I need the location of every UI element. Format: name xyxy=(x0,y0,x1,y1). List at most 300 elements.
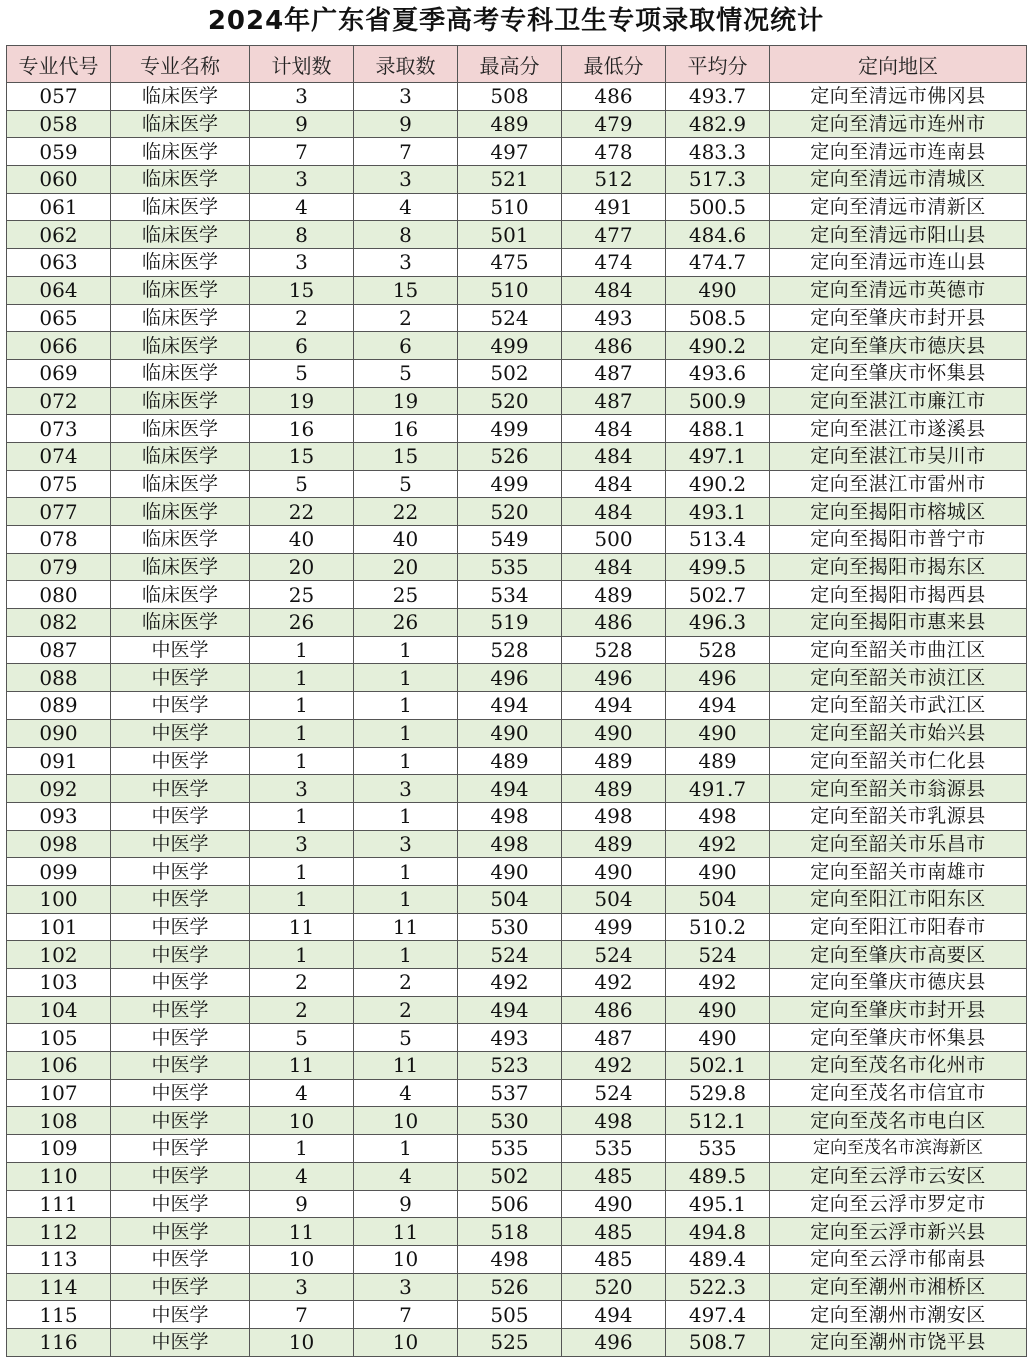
cell-major-code: 059 xyxy=(7,138,111,166)
table-row xyxy=(7,249,1027,277)
cell-plan-count: 7 xyxy=(250,1301,354,1329)
cell-avg-score: 492 xyxy=(666,969,770,997)
header-avg-score: 平均分 xyxy=(666,46,770,83)
cell-plan-count: 9 xyxy=(250,1190,354,1218)
cell-plan-count: 10 xyxy=(250,1328,354,1356)
cell-max-score: 499 xyxy=(458,415,562,443)
cell-plan-count: 6 xyxy=(250,332,354,360)
header-max-score: 最高分 xyxy=(458,46,562,83)
cell-region: 定向至清远市清城区 xyxy=(770,166,1027,194)
cell-major-name: 中医学 xyxy=(111,1162,250,1190)
cell-max-score: 489 xyxy=(458,110,562,138)
cell-plan-count: 1 xyxy=(250,664,354,692)
cell-major-code: 075 xyxy=(7,470,111,498)
cell-max-score: 502 xyxy=(458,359,562,387)
cell-min-score: 478 xyxy=(562,138,666,166)
table-row xyxy=(7,719,1027,747)
table-row xyxy=(7,498,1027,526)
cell-max-score: 489 xyxy=(458,747,562,775)
table-row xyxy=(7,1107,1027,1135)
cell-admitted-count: 10 xyxy=(354,1328,458,1356)
cell-plan-count: 3 xyxy=(250,775,354,803)
cell-avg-score: 483.3 xyxy=(666,138,770,166)
cell-plan-count: 2 xyxy=(250,304,354,332)
cell-major-code: 092 xyxy=(7,775,111,803)
cell-region: 定向至云浮市郁南县 xyxy=(770,1245,1027,1273)
cell-max-score: 499 xyxy=(458,332,562,360)
cell-avg-score: 535 xyxy=(666,1135,770,1163)
cell-avg-score: 482.9 xyxy=(666,110,770,138)
cell-plan-count: 1 xyxy=(250,719,354,747)
table-row xyxy=(7,830,1027,858)
table-row xyxy=(7,885,1027,913)
cell-plan-count: 10 xyxy=(250,1245,354,1273)
cell-plan-count: 16 xyxy=(250,415,354,443)
cell-admitted-count: 1 xyxy=(354,885,458,913)
cell-plan-count: 5 xyxy=(250,1024,354,1052)
cell-plan-count: 2 xyxy=(250,996,354,1024)
cell-avg-score: 490.2 xyxy=(666,332,770,360)
cell-max-score: 475 xyxy=(458,249,562,277)
cell-avg-score: 502.1 xyxy=(666,1052,770,1080)
cell-avg-score: 490 xyxy=(666,719,770,747)
cell-plan-count: 15 xyxy=(250,276,354,304)
cell-avg-score: 499.5 xyxy=(666,553,770,581)
table-row xyxy=(7,1328,1027,1356)
cell-major-name: 临床医学 xyxy=(111,138,250,166)
cell-admitted-count: 7 xyxy=(354,1301,458,1329)
cell-major-code: 114 xyxy=(7,1273,111,1301)
cell-min-score: 484 xyxy=(562,415,666,443)
cell-region: 定向至茂名市化州市 xyxy=(770,1052,1027,1080)
cell-region: 定向至韶关市始兴县 xyxy=(770,719,1027,747)
cell-major-name: 中医学 xyxy=(111,830,250,858)
cell-major-code: 082 xyxy=(7,609,111,637)
cell-major-code: 093 xyxy=(7,802,111,830)
table-row xyxy=(7,1079,1027,1107)
cell-max-score: 502 xyxy=(458,1162,562,1190)
cell-admitted-count: 15 xyxy=(354,442,458,470)
cell-region: 定向至韶关市武江区 xyxy=(770,692,1027,720)
cell-min-score: 498 xyxy=(562,802,666,830)
cell-region: 定向至清远市佛冈县 xyxy=(770,83,1027,111)
table-row xyxy=(7,664,1027,692)
cell-major-code: 065 xyxy=(7,304,111,332)
cell-major-name: 中医学 xyxy=(111,747,250,775)
page-title: 2024年广东省夏季高考专科卫生专项录取情况统计 xyxy=(207,6,825,36)
cell-min-score: 487 xyxy=(562,387,666,415)
cell-region: 定向至云浮市新兴县 xyxy=(770,1218,1027,1246)
cell-major-name: 临床医学 xyxy=(111,526,250,554)
cell-avg-score: 513.4 xyxy=(666,526,770,554)
table-body xyxy=(7,83,1027,1357)
cell-major-code: 109 xyxy=(7,1135,111,1163)
table-row xyxy=(7,802,1027,830)
cell-major-name: 中医学 xyxy=(111,941,250,969)
cell-region: 定向至肇庆市高要区 xyxy=(770,941,1027,969)
cell-avg-score: 529.8 xyxy=(666,1079,770,1107)
cell-region: 定向至茂名市电白区 xyxy=(770,1107,1027,1135)
cell-major-code: 107 xyxy=(7,1079,111,1107)
cell-admitted-count: 9 xyxy=(354,1190,458,1218)
cell-avg-score: 522.3 xyxy=(666,1273,770,1301)
cell-avg-score: 493.1 xyxy=(666,498,770,526)
cell-admitted-count: 16 xyxy=(354,415,458,443)
cell-max-score: 508 xyxy=(458,83,562,111)
cell-major-name: 中医学 xyxy=(111,719,250,747)
cell-avg-score: 494.8 xyxy=(666,1218,770,1246)
cell-max-score: 520 xyxy=(458,387,562,415)
cell-plan-count: 5 xyxy=(250,359,354,387)
cell-major-code: 064 xyxy=(7,276,111,304)
cell-max-score: 490 xyxy=(458,719,562,747)
cell-max-score: 490 xyxy=(458,858,562,886)
table-row xyxy=(7,1024,1027,1052)
table-row xyxy=(7,1218,1027,1246)
table-row xyxy=(7,1135,1027,1163)
cell-plan-count: 40 xyxy=(250,526,354,554)
cell-avg-score: 493.6 xyxy=(666,359,770,387)
table-row xyxy=(7,1301,1027,1329)
cell-region: 定向至韶关市乐昌市 xyxy=(770,830,1027,858)
cell-admitted-count: 10 xyxy=(354,1107,458,1135)
cell-max-score: 520 xyxy=(458,498,562,526)
cell-major-code: 087 xyxy=(7,636,111,664)
cell-max-score: 528 xyxy=(458,636,562,664)
cell-admitted-count: 11 xyxy=(354,1052,458,1080)
cell-min-score: 489 xyxy=(562,775,666,803)
cell-plan-count: 2 xyxy=(250,969,354,997)
cell-region: 定向至韶关市南雄市 xyxy=(770,858,1027,886)
cell-major-name: 临床医学 xyxy=(111,276,250,304)
cell-avg-score: 502.7 xyxy=(666,581,770,609)
cell-region: 定向至清远市连南县 xyxy=(770,138,1027,166)
cell-avg-score: 490 xyxy=(666,858,770,886)
cell-major-name: 临床医学 xyxy=(111,553,250,581)
cell-max-score: 523 xyxy=(458,1052,562,1080)
cell-major-name: 中医学 xyxy=(111,1245,250,1273)
cell-major-name: 中医学 xyxy=(111,1079,250,1107)
cell-min-score: 477 xyxy=(562,221,666,249)
cell-major-name: 临床医学 xyxy=(111,609,250,637)
cell-max-score: 494 xyxy=(458,996,562,1024)
cell-max-score: 493 xyxy=(458,1024,562,1052)
cell-max-score: 510 xyxy=(458,276,562,304)
cell-max-score: 519 xyxy=(458,609,562,637)
cell-admitted-count: 1 xyxy=(354,747,458,775)
cell-admitted-count: 1 xyxy=(354,858,458,886)
cell-min-score: 494 xyxy=(562,1301,666,1329)
cell-plan-count: 3 xyxy=(250,249,354,277)
cell-major-code: 116 xyxy=(7,1328,111,1356)
cell-region: 定向至清远市连山县 xyxy=(770,249,1027,277)
cell-region: 定向至肇庆市德庆县 xyxy=(770,332,1027,360)
cell-plan-count: 4 xyxy=(250,1079,354,1107)
cell-major-name: 临床医学 xyxy=(111,221,250,249)
cell-max-score: 498 xyxy=(458,830,562,858)
cell-avg-score: 504 xyxy=(666,885,770,913)
cell-major-name: 中医学 xyxy=(111,1052,250,1080)
cell-admitted-count: 6 xyxy=(354,332,458,360)
cell-min-score: 491 xyxy=(562,193,666,221)
cell-admitted-count: 1 xyxy=(354,1135,458,1163)
cell-region: 定向至阳江市阳春市 xyxy=(770,913,1027,941)
cell-region: 定向至潮州市湘桥区 xyxy=(770,1273,1027,1301)
cell-min-score: 485 xyxy=(562,1245,666,1273)
cell-major-name: 临床医学 xyxy=(111,470,250,498)
cell-plan-count: 4 xyxy=(250,1162,354,1190)
cell-min-score: 487 xyxy=(562,1024,666,1052)
cell-region: 定向至湛江市雷州市 xyxy=(770,470,1027,498)
cell-major-name: 临床医学 xyxy=(111,83,250,111)
cell-major-name: 中医学 xyxy=(111,1301,250,1329)
cell-major-code: 091 xyxy=(7,747,111,775)
header-region: 定向地区 xyxy=(770,46,1027,83)
cell-min-score: 535 xyxy=(562,1135,666,1163)
cell-admitted-count: 3 xyxy=(354,249,458,277)
cell-max-score: 535 xyxy=(458,1135,562,1163)
table-row xyxy=(7,775,1027,803)
cell-max-score: 518 xyxy=(458,1218,562,1246)
cell-plan-count: 3 xyxy=(250,166,354,194)
cell-min-score: 493 xyxy=(562,304,666,332)
cell-min-score: 520 xyxy=(562,1273,666,1301)
header-major-name: 专业名称 xyxy=(111,46,250,83)
cell-region: 定向至韶关市浈江区 xyxy=(770,664,1027,692)
table-row xyxy=(7,138,1027,166)
cell-avg-score: 490 xyxy=(666,276,770,304)
cell-plan-count: 1 xyxy=(250,885,354,913)
cell-admitted-count: 5 xyxy=(354,470,458,498)
table-row xyxy=(7,581,1027,609)
admission-table xyxy=(6,45,1027,1357)
cell-major-code: 058 xyxy=(7,110,111,138)
cell-admitted-count: 1 xyxy=(354,664,458,692)
cell-admitted-count: 4 xyxy=(354,1162,458,1190)
cell-region: 定向至肇庆市怀集县 xyxy=(770,359,1027,387)
cell-major-name: 临床医学 xyxy=(111,498,250,526)
cell-major-name: 临床医学 xyxy=(111,442,250,470)
table-row xyxy=(7,913,1027,941)
table-row xyxy=(7,747,1027,775)
cell-admitted-count: 2 xyxy=(354,304,458,332)
cell-avg-score: 492 xyxy=(666,830,770,858)
cell-region: 定向至清远市阳山县 xyxy=(770,221,1027,249)
cell-major-name: 中医学 xyxy=(111,1135,250,1163)
cell-avg-score: 498 xyxy=(666,802,770,830)
cell-region: 定向至湛江市廉江市 xyxy=(770,387,1027,415)
cell-admitted-count: 4 xyxy=(354,193,458,221)
cell-admitted-count: 5 xyxy=(354,1024,458,1052)
cell-plan-count: 10 xyxy=(250,1107,354,1135)
cell-min-score: 498 xyxy=(562,1107,666,1135)
cell-region: 定向至茂名市信宜市 xyxy=(770,1079,1027,1107)
cell-avg-score: 494 xyxy=(666,692,770,720)
cell-major-code: 103 xyxy=(7,969,111,997)
cell-plan-count: 1 xyxy=(250,858,354,886)
cell-min-score: 485 xyxy=(562,1218,666,1246)
table-row xyxy=(7,858,1027,886)
cell-region: 定向至揭阳市揭东区 xyxy=(770,553,1027,581)
table-row xyxy=(7,387,1027,415)
cell-plan-count: 11 xyxy=(250,1218,354,1246)
cell-major-code: 060 xyxy=(7,166,111,194)
cell-plan-count: 19 xyxy=(250,387,354,415)
cell-plan-count: 25 xyxy=(250,581,354,609)
cell-plan-count: 20 xyxy=(250,553,354,581)
cell-admitted-count: 1 xyxy=(354,802,458,830)
cell-max-score: 526 xyxy=(458,1273,562,1301)
cell-major-code: 110 xyxy=(7,1162,111,1190)
cell-admitted-count: 2 xyxy=(354,996,458,1024)
cell-admitted-count: 2 xyxy=(354,969,458,997)
cell-plan-count: 9 xyxy=(250,110,354,138)
cell-avg-score: 528 xyxy=(666,636,770,664)
table-row xyxy=(7,1190,1027,1218)
cell-major-code: 057 xyxy=(7,83,111,111)
cell-major-name: 中医学 xyxy=(111,636,250,664)
table-header-row xyxy=(7,46,1027,83)
cell-major-name: 临床医学 xyxy=(111,166,250,194)
cell-major-name: 中医学 xyxy=(111,775,250,803)
cell-major-code: 061 xyxy=(7,193,111,221)
cell-region: 定向至韶关市仁化县 xyxy=(770,747,1027,775)
cell-avg-score: 495.1 xyxy=(666,1190,770,1218)
cell-major-name: 临床医学 xyxy=(111,193,250,221)
cell-admitted-count: 1 xyxy=(354,636,458,664)
cell-major-name: 中医学 xyxy=(111,1024,250,1052)
cell-major-code: 112 xyxy=(7,1218,111,1246)
cell-min-score: 490 xyxy=(562,858,666,886)
cell-plan-count: 7 xyxy=(250,138,354,166)
cell-min-score: 500 xyxy=(562,526,666,554)
cell-avg-score: 489.5 xyxy=(666,1162,770,1190)
cell-max-score: 505 xyxy=(458,1301,562,1329)
cell-admitted-count: 15 xyxy=(354,276,458,304)
cell-major-name: 临床医学 xyxy=(111,304,250,332)
cell-plan-count: 1 xyxy=(250,747,354,775)
cell-admitted-count: 7 xyxy=(354,138,458,166)
cell-major-code: 074 xyxy=(7,442,111,470)
cell-max-score: 501 xyxy=(458,221,562,249)
cell-plan-count: 22 xyxy=(250,498,354,526)
cell-major-name: 中医学 xyxy=(111,1328,250,1356)
cell-min-score: 492 xyxy=(562,1052,666,1080)
cell-max-score: 497 xyxy=(458,138,562,166)
cell-major-code: 079 xyxy=(7,553,111,581)
cell-avg-score: 490 xyxy=(666,996,770,1024)
cell-avg-score: 491.7 xyxy=(666,775,770,803)
cell-plan-count: 11 xyxy=(250,913,354,941)
table-row xyxy=(7,304,1027,332)
cell-max-score: 530 xyxy=(458,1107,562,1135)
cell-avg-score: 489 xyxy=(666,747,770,775)
cell-major-code: 098 xyxy=(7,830,111,858)
cell-max-score: 494 xyxy=(458,692,562,720)
cell-region: 定向至肇庆市封开县 xyxy=(770,996,1027,1024)
cell-plan-count: 26 xyxy=(250,609,354,637)
header-admitted-count: 录取数 xyxy=(354,46,458,83)
cell-admitted-count: 1 xyxy=(354,941,458,969)
cell-major-name: 中医学 xyxy=(111,1190,250,1218)
cell-admitted-count: 10 xyxy=(354,1245,458,1273)
table-row xyxy=(7,941,1027,969)
cell-avg-score: 524 xyxy=(666,941,770,969)
cell-avg-score: 489.4 xyxy=(666,1245,770,1273)
cell-major-name: 中医学 xyxy=(111,1218,250,1246)
cell-region: 定向至揭阳市揭西县 xyxy=(770,581,1027,609)
cell-avg-score: 508.5 xyxy=(666,304,770,332)
cell-min-score: 492 xyxy=(562,969,666,997)
cell-admitted-count: 5 xyxy=(354,359,458,387)
cell-major-code: 073 xyxy=(7,415,111,443)
cell-major-code: 062 xyxy=(7,221,111,249)
cell-admitted-count: 20 xyxy=(354,553,458,581)
cell-max-score: 496 xyxy=(458,664,562,692)
cell-min-score: 484 xyxy=(562,553,666,581)
cell-min-score: 512 xyxy=(562,166,666,194)
cell-admitted-count: 11 xyxy=(354,1218,458,1246)
cell-admitted-count: 3 xyxy=(354,1273,458,1301)
cell-min-score: 479 xyxy=(562,110,666,138)
cell-major-code: 100 xyxy=(7,885,111,913)
cell-major-code: 063 xyxy=(7,249,111,277)
table-row xyxy=(7,276,1027,304)
cell-max-score: 534 xyxy=(458,581,562,609)
cell-region: 定向至肇庆市封开县 xyxy=(770,304,1027,332)
cell-major-code: 099 xyxy=(7,858,111,886)
cell-avg-score: 474.7 xyxy=(666,249,770,277)
header-major-code: 专业代号 xyxy=(7,46,111,83)
cell-major-code: 105 xyxy=(7,1024,111,1052)
cell-admitted-count: 22 xyxy=(354,498,458,526)
table-row xyxy=(7,553,1027,581)
cell-max-score: 530 xyxy=(458,913,562,941)
cell-avg-score: 490.2 xyxy=(666,470,770,498)
cell-admitted-count: 3 xyxy=(354,775,458,803)
cell-major-name: 中医学 xyxy=(111,913,250,941)
cell-region: 定向至湛江市遂溪县 xyxy=(770,415,1027,443)
cell-min-score: 487 xyxy=(562,359,666,387)
cell-region: 定向至清远市连州市 xyxy=(770,110,1027,138)
cell-min-score: 490 xyxy=(562,1190,666,1218)
cell-avg-score: 517.3 xyxy=(666,166,770,194)
cell-major-name: 中医学 xyxy=(111,885,250,913)
cell-major-code: 069 xyxy=(7,359,111,387)
cell-region: 定向至揭阳市榕城区 xyxy=(770,498,1027,526)
cell-min-score: 524 xyxy=(562,1079,666,1107)
cell-avg-score: 488.1 xyxy=(666,415,770,443)
table-row xyxy=(7,332,1027,360)
cell-min-score: 528 xyxy=(562,636,666,664)
cell-avg-score: 500.9 xyxy=(666,387,770,415)
cell-major-name: 临床医学 xyxy=(111,332,250,360)
cell-max-score: 510 xyxy=(458,193,562,221)
header-plan-count: 计划数 xyxy=(250,46,354,83)
cell-plan-count: 3 xyxy=(250,83,354,111)
cell-admitted-count: 40 xyxy=(354,526,458,554)
cell-region: 定向至潮州市潮安区 xyxy=(770,1301,1027,1329)
cell-major-code: 106 xyxy=(7,1052,111,1080)
cell-plan-count: 4 xyxy=(250,193,354,221)
table-row xyxy=(7,1245,1027,1273)
cell-admitted-count: 8 xyxy=(354,221,458,249)
cell-major-name: 临床医学 xyxy=(111,110,250,138)
cell-major-code: 080 xyxy=(7,581,111,609)
cell-major-name: 中医学 xyxy=(111,1107,250,1135)
table-row xyxy=(7,110,1027,138)
cell-max-score: 498 xyxy=(458,1245,562,1273)
